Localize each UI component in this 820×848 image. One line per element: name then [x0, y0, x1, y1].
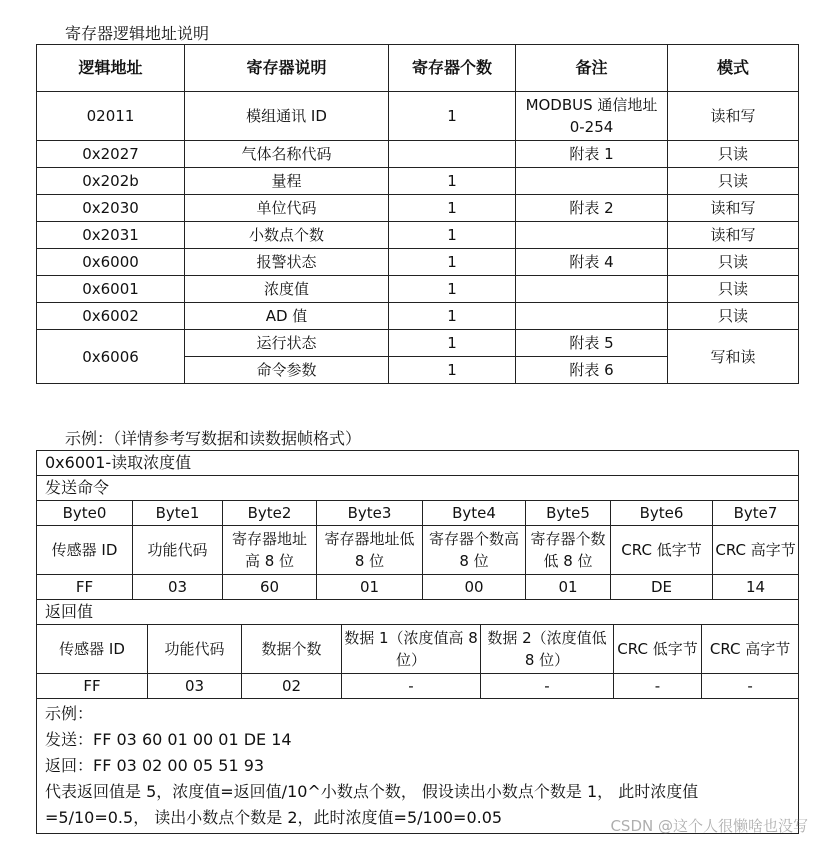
table-cell [516, 276, 668, 303]
byte-header: Byte5 [526, 501, 611, 526]
column-header: 模式 [668, 45, 799, 92]
table-cell: 1 [389, 92, 516, 141]
return-value: - [481, 674, 614, 699]
table-row [37, 575, 799, 600]
byte-value: FF [37, 575, 133, 600]
table-cell [516, 303, 668, 330]
table-row [37, 674, 799, 699]
section-title-example: 示例：（详情参考写数据和读数据帧格式） [65, 429, 362, 448]
table-cell: 小数点个数 [185, 222, 389, 249]
example-line: 代表返回值是 5，浓度值=返回值/10^小数点个数， 假设读出小数点个数是 1， 此时浓度值=5/10=0.5， 读出小数点个数是 2，此时浓度值=5/100=0.05 [45, 782, 699, 827]
byte-description: 功能代码 [133, 526, 223, 575]
watermark: CSDN @这个人很懒啥也没写 [610, 817, 808, 835]
byte-value: 01 [526, 575, 611, 600]
table-cell: 附表 4 [516, 249, 668, 276]
return-description: 功能代码 [148, 625, 242, 674]
byte-header: Byte3 [317, 501, 423, 526]
table-cell: 附表 1 [516, 141, 668, 168]
table-cell: 量程 [185, 168, 389, 195]
table-row [37, 195, 799, 222]
table-cell: 附表 5 [516, 330, 668, 357]
return-description: 数据个数 [242, 625, 342, 674]
table-header-row [37, 45, 799, 92]
return-description: 数据 1（浓度值高 8 位） [342, 625, 481, 674]
byte-header: Byte0 [37, 501, 133, 526]
return-description: CRC 低字节 [614, 625, 702, 674]
table-cell: 命令参数 [185, 357, 389, 384]
return-value: 02 [242, 674, 342, 699]
table-cell: 0x202b [37, 168, 185, 195]
byte-description: 寄存器地址低 8 位 [317, 526, 423, 575]
table-row [37, 501, 799, 526]
column-header: 逻辑地址 [37, 45, 185, 92]
byte-description: 传感器 ID [37, 526, 133, 575]
table-row [37, 625, 799, 674]
table-row [37, 330, 799, 357]
table-cell: 0x6006 [37, 330, 185, 384]
table-cell: 写和读 [668, 330, 799, 384]
byte-description: 寄存器个数低 8 位 [526, 526, 611, 575]
table-cell: 读和写 [668, 222, 799, 249]
byte-value: 00 [423, 575, 526, 600]
table-cell: 1 [389, 222, 516, 249]
table-cell: 报警状态 [185, 249, 389, 276]
table-cell [389, 141, 516, 168]
table-cell: 1 [389, 276, 516, 303]
table-cell: 1 [389, 357, 516, 384]
send-command-label: 发送命令 [37, 476, 799, 501]
table-cell [516, 222, 668, 249]
table-cell: 0x2031 [37, 222, 185, 249]
table-row [37, 92, 799, 141]
table-cell: MODBUS 通信地址 0-254 [516, 92, 668, 141]
table-row [37, 303, 799, 330]
table-cell: 只读 [668, 303, 799, 330]
table-cell: 0x6002 [37, 303, 185, 330]
byte-description: 寄存器地址高 8 位 [223, 526, 317, 575]
table-cell: 模组通讯 ID [185, 92, 389, 141]
table-cell: 0x2030 [37, 195, 185, 222]
column-header: 寄存器个数 [389, 45, 516, 92]
byte-value: 03 [133, 575, 223, 600]
example-line: 返回：FF 03 02 00 05 51 93 [45, 756, 265, 775]
table-cell: 1 [389, 249, 516, 276]
byte-header: Byte4 [423, 501, 526, 526]
table-cell: 0x2027 [37, 141, 185, 168]
table-row [37, 451, 799, 476]
table-cell: 只读 [668, 249, 799, 276]
table-cell: 读和写 [668, 195, 799, 222]
table-row [37, 168, 799, 195]
table-cell [516, 168, 668, 195]
table-cell: 只读 [668, 141, 799, 168]
table-cell: 读和写 [668, 92, 799, 141]
example-notes [37, 699, 799, 834]
byte-value: 60 [223, 575, 317, 600]
table-cell: 气体名称代码 [185, 141, 389, 168]
table-row [37, 699, 799, 834]
table-row [37, 222, 799, 249]
frame-caption: 0x6001-读取浓度值 [37, 451, 799, 476]
table-cell: 只读 [668, 168, 799, 195]
byte-header: Byte6 [611, 501, 713, 526]
table-cell: 0x6000 [37, 249, 185, 276]
table-cell: 运行状态 [185, 330, 389, 357]
table-cell: 单位代码 [185, 195, 389, 222]
example-line: 发送：FF 03 60 01 00 01 DE 14 [45, 730, 292, 749]
column-header: 备注 [516, 45, 668, 92]
table-cell: 浓度值 [185, 276, 389, 303]
table-cell: AD 值 [185, 303, 389, 330]
table-cell: 02011 [37, 92, 185, 141]
example-frame-table [36, 450, 799, 834]
table-row [37, 600, 799, 625]
example-line: 示例： [45, 704, 94, 723]
byte-header: Byte1 [133, 501, 223, 526]
table-row [37, 476, 799, 501]
table-row [37, 276, 799, 303]
table-cell: 1 [389, 168, 516, 195]
return-value: - [614, 674, 702, 699]
table-row [37, 249, 799, 276]
table-row [37, 141, 799, 168]
byte-header: Byte7 [713, 501, 799, 526]
table-cell: 1 [389, 330, 516, 357]
return-value: - [702, 674, 799, 699]
table-cell: 附表 2 [516, 195, 668, 222]
column-header: 寄存器说明 [185, 45, 389, 92]
byte-value: DE [611, 575, 713, 600]
byte-header: Byte2 [223, 501, 317, 526]
byte-description: 寄存器个数高 8 位 [423, 526, 526, 575]
table-cell: 1 [389, 195, 516, 222]
byte-value: 01 [317, 575, 423, 600]
section-title-register-addresses: 寄存器逻辑地址说明 [65, 24, 210, 43]
register-address-table [36, 44, 799, 384]
return-value: - [342, 674, 481, 699]
table-row [37, 526, 799, 575]
return-description: 数据 2（浓度值低 8 位） [481, 625, 614, 674]
return-description: 传感器 ID [37, 625, 148, 674]
table-cell: 0x6001 [37, 276, 185, 303]
byte-description: CRC 低字节 [611, 526, 713, 575]
return-value: 03 [148, 674, 242, 699]
table-cell: 附表 6 [516, 357, 668, 384]
byte-value: 14 [713, 575, 799, 600]
table-cell: 1 [389, 303, 516, 330]
table-cell: 只读 [668, 276, 799, 303]
return-value-label: 返回值 [37, 600, 799, 625]
return-value: FF [37, 674, 148, 699]
return-description: CRC 高字节 [702, 625, 799, 674]
byte-description: CRC 高字节 [713, 526, 799, 575]
